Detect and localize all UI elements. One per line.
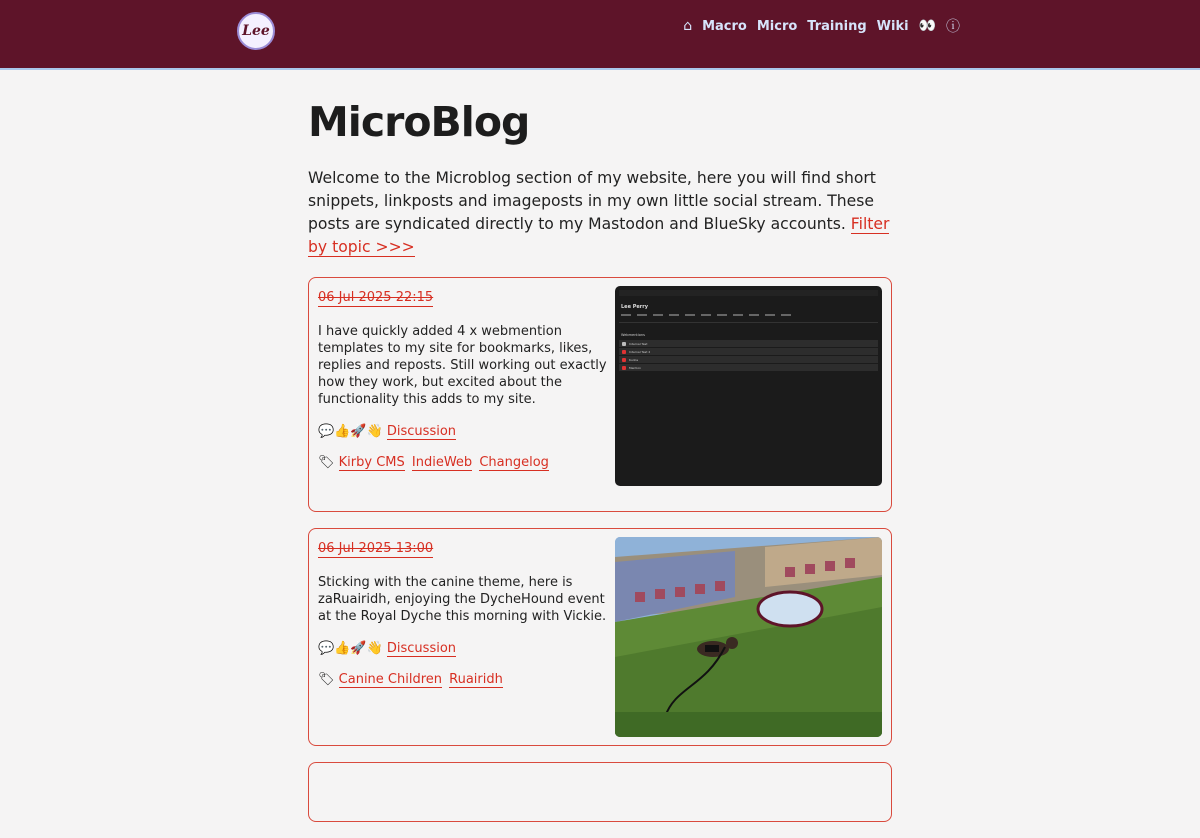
post-text-column bbox=[318, 537, 614, 687]
screenshot-topbar bbox=[619, 290, 878, 296]
site-logo[interactable]: Lee bbox=[237, 12, 275, 50]
reaction-icons: 💬👍🚀👋 bbox=[318, 424, 383, 440]
discussion-link[interactable]: Discussion bbox=[386, 641, 457, 657]
post-body: Sticking with the canine theme, here is zaRuairidh, enjoying the DycheHound event at the Royal Dyche this morning with Vickie. bbox=[318, 575, 607, 625]
post-date-link[interactable]: 06 Jul 2025 22:15 bbox=[318, 290, 434, 306]
tag-link[interactable]: IndieWeb bbox=[411, 455, 473, 471]
nav-link-wiki[interactable]: Wiki bbox=[876, 18, 909, 34]
home-icon[interactable]: ⌂ bbox=[683, 18, 693, 34]
tag-link[interactable]: Ruairidh bbox=[449, 672, 503, 688]
nav-link-micro[interactable]: Micro bbox=[756, 18, 798, 34]
screenshot-row: Internal Test bbox=[619, 340, 878, 347]
post-card bbox=[308, 277, 892, 512]
screenshot-row: Mention bbox=[619, 364, 878, 371]
tag-icon: 🏷 bbox=[318, 672, 335, 688]
tag-link[interactable]: Changelog bbox=[479, 455, 549, 471]
dog-on-grass-photo bbox=[615, 537, 882, 737]
main-content bbox=[308, 100, 892, 838]
filter-by-topic-link[interactable]: Filter by topic >>> bbox=[308, 215, 890, 257]
intro-paragraph bbox=[308, 167, 892, 259]
post-tags bbox=[318, 672, 614, 687]
tag-link[interactable]: Kirby CMS bbox=[338, 455, 405, 471]
info-icon[interactable]: ⓘ bbox=[946, 19, 960, 35]
post-screenshot-image[interactable] bbox=[615, 286, 882, 486]
reaction-icons: 💬👍🚀👋 bbox=[318, 641, 383, 657]
post-card bbox=[308, 762, 892, 822]
screenshot-section-title: Webmentions bbox=[621, 333, 645, 338]
screenshot-tabs bbox=[619, 314, 878, 323]
screenshot-row: Internal Test 2 bbox=[619, 348, 878, 355]
tag-link[interactable]: Canine Children bbox=[338, 672, 443, 688]
tag-icon: 🏷 bbox=[318, 455, 335, 471]
main-nav bbox=[683, 16, 960, 36]
post-photo[interactable] bbox=[615, 537, 882, 737]
post-date-link[interactable]: 06 Jul 2025 13:00 bbox=[318, 541, 434, 557]
site-header bbox=[0, 0, 1200, 70]
screenshot-row: Kudos bbox=[619, 356, 878, 363]
screenshot-site-name: Lee Perry bbox=[621, 304, 648, 311]
webmentions-screenshot bbox=[615, 286, 882, 486]
post-tags bbox=[318, 455, 614, 470]
post-card bbox=[308, 528, 892, 746]
post-reactions bbox=[318, 424, 614, 439]
intro-text: Welcome to the Microblog section of my website, here you will find short snippets, linkposts and imageposts in my own little social stream. These posts are syndicated directly to my Mastodon and BlueSky accounts. bbox=[308, 169, 876, 234]
post-reactions bbox=[318, 641, 614, 656]
post-text-column bbox=[318, 286, 614, 470]
eyes-icon[interactable]: 👀 bbox=[918, 18, 936, 34]
post-body: I have quickly added 4 x webmention templates to my site for bookmarks, likes, replies and reposts. Still working out exactly how they work, but excited about the functionality this adds to my site. bbox=[318, 324, 607, 408]
discussion-link[interactable]: Discussion bbox=[386, 424, 457, 440]
page-title: MicroBlog bbox=[308, 98, 530, 146]
nav-link-macro[interactable]: Macro bbox=[702, 18, 747, 34]
nav-link-training[interactable]: Training bbox=[807, 18, 867, 34]
